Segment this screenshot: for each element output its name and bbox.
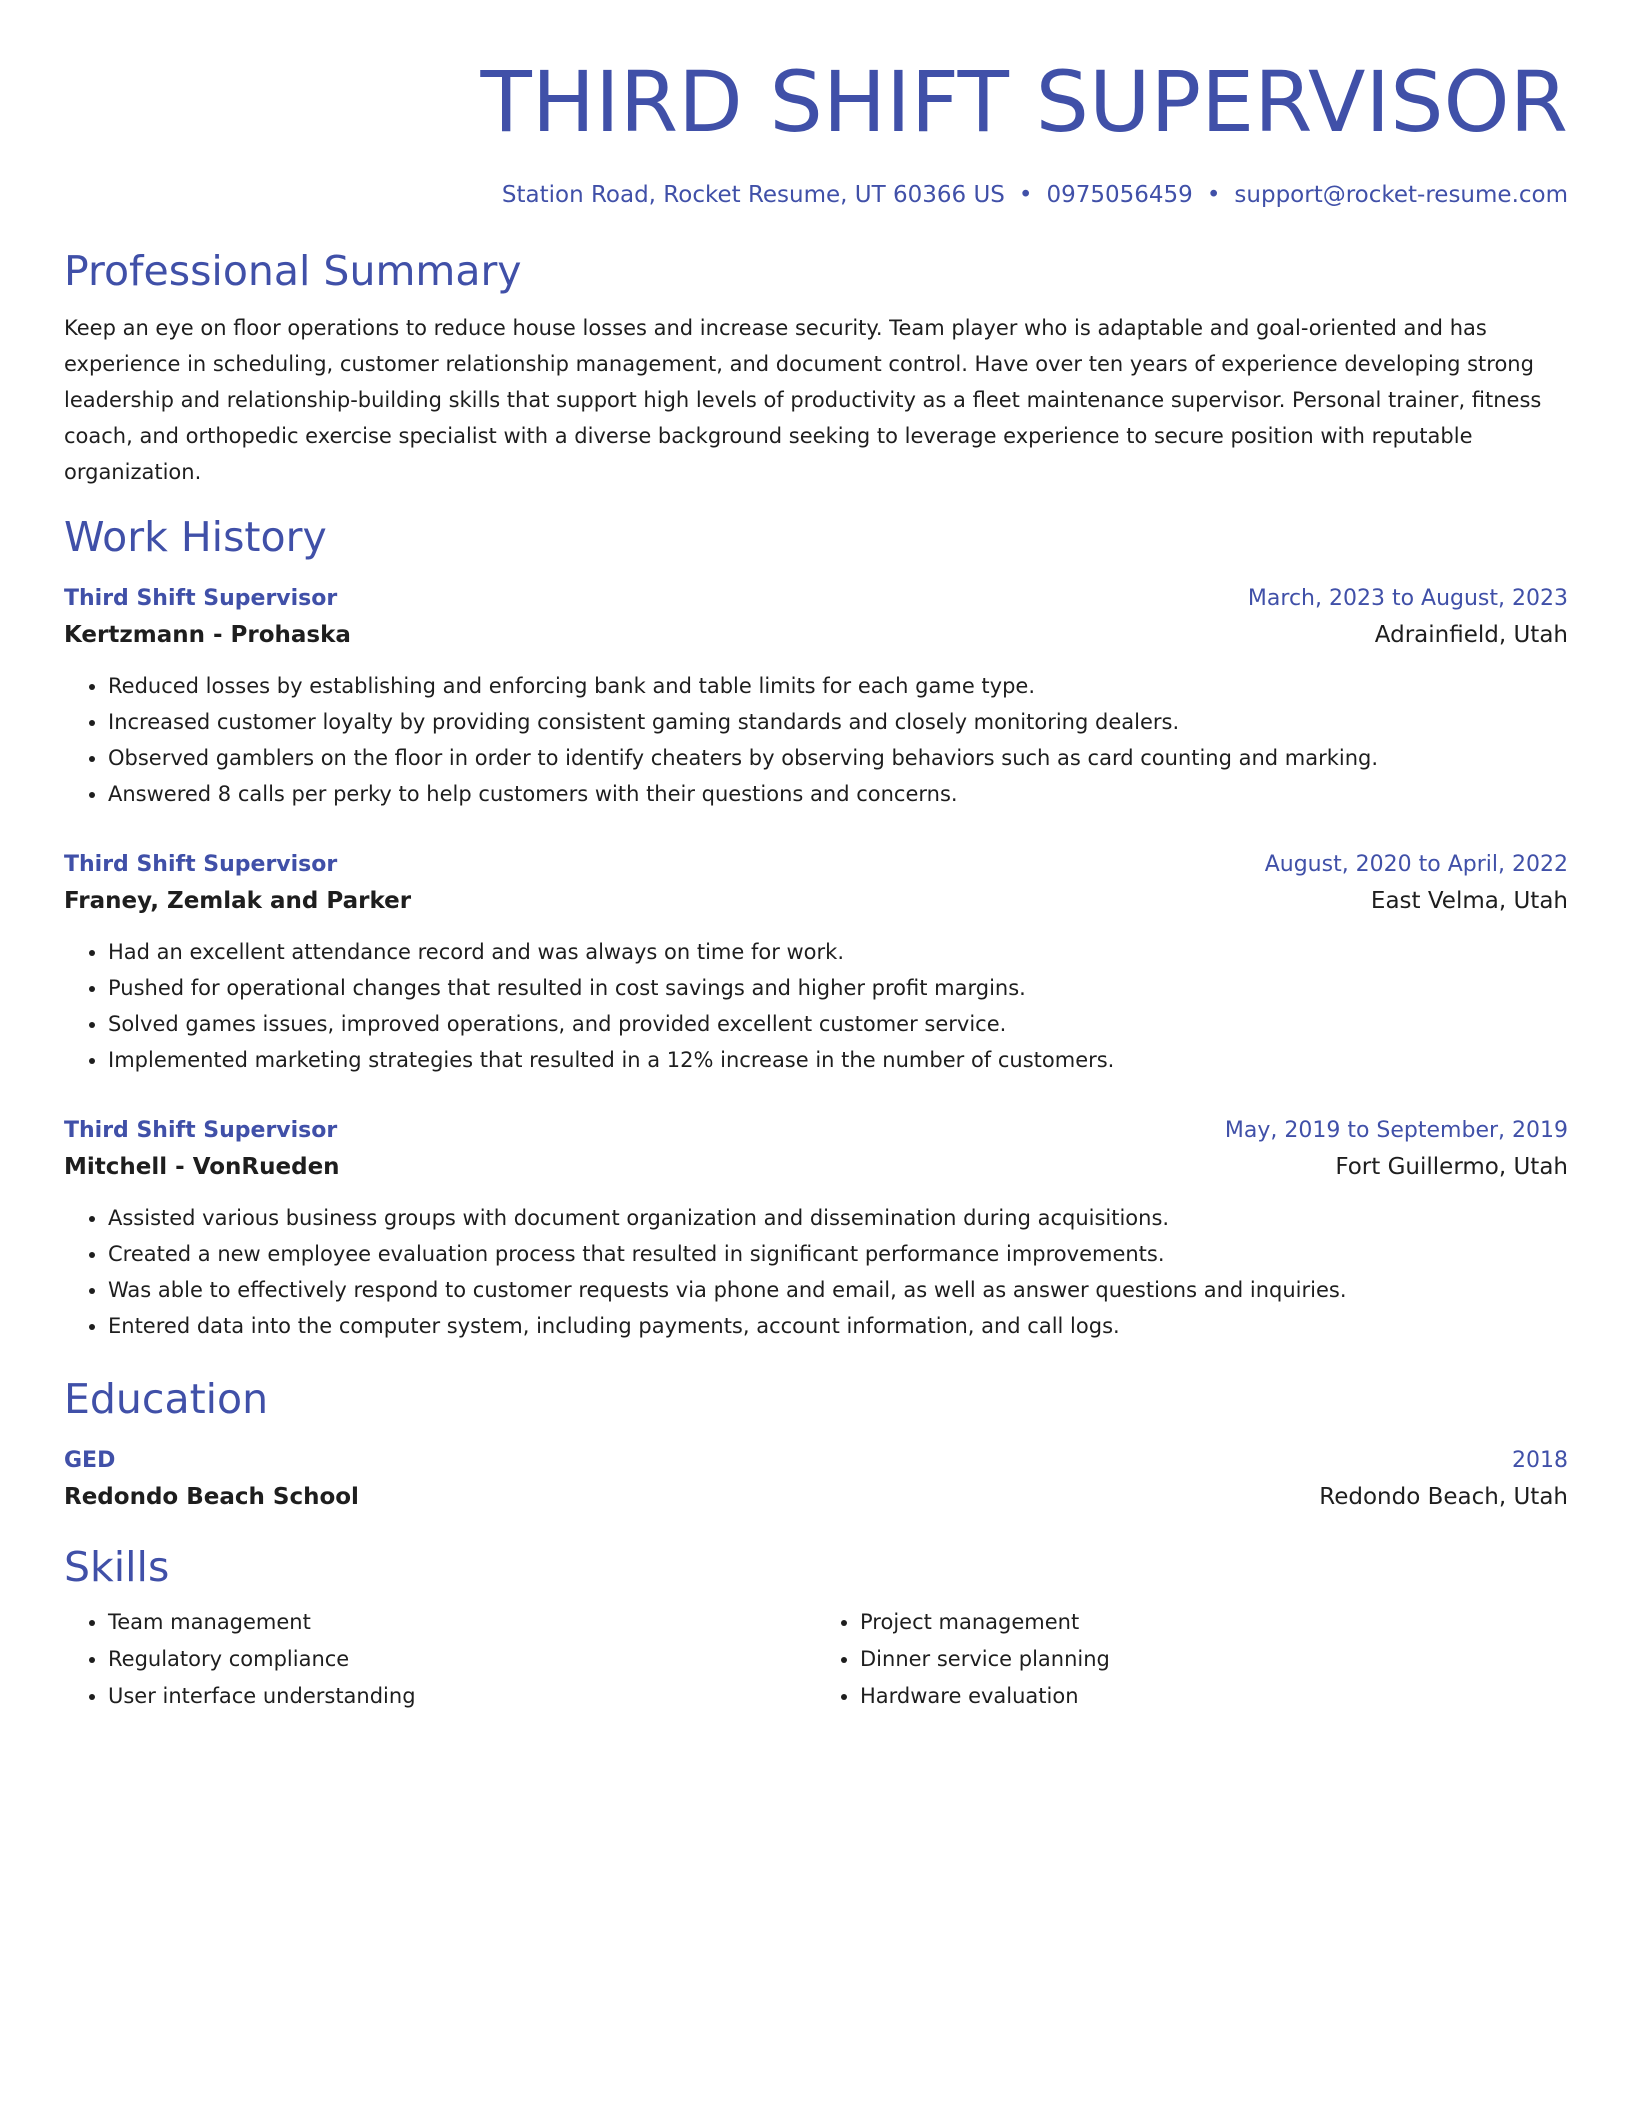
- contact-line: [64, 180, 1568, 210]
- job-bullet: • Pushed for operational changes that resulted in cost savings and higher profit margins.: [108, 970, 1568, 1006]
- job-location: Adrainfield, Utah: [1374, 622, 1568, 648]
- job-dates: March, 2023 to August, 2023: [1247, 586, 1568, 611]
- skill-item: • Regulatory compliance: [108, 1641, 816, 1678]
- job-bullet: • Observed gamblers on the floor in order to identify cheaters by observing behaviors such as card counting and marking.: [108, 740, 1568, 776]
- education-heading: Education: [64, 1375, 269, 1423]
- contact-separator: •: [1206, 182, 1221, 208]
- contact-phone: 0975056459: [1046, 182, 1193, 208]
- skills-column-right: [816, 1604, 1568, 1715]
- education-degree: GED: [64, 1448, 116, 1473]
- job-entry: [64, 848, 1568, 1078]
- job-bullet: • Reduced losses by establishing and enforcing bank and table limits for each game type.: [108, 668, 1568, 704]
- job-location: Fort Guillermo, Utah: [1335, 1154, 1568, 1180]
- job-bullet: • Solved games issues, improved operations, and provided excellent customer service.: [108, 1006, 1568, 1042]
- job-bullet: • Assisted various business groups with document organization and dissemination during acquisitions.: [108, 1200, 1568, 1236]
- job-dates: August, 2020 to April, 2022: [1264, 852, 1568, 877]
- job-bullet: • Entered data into the computer system, including payments, account information, and call logs.: [108, 1308, 1568, 1344]
- skills-heading: Skills: [64, 1543, 170, 1591]
- skill-item: • Project management: [860, 1604, 1568, 1641]
- job-bullet: • Was able to effectively respond to customer requests via phone and email, as well as answer questions and inquiries.: [108, 1272, 1568, 1308]
- contact-address: Station Road, Rocket Resume, UT 60366 US: [501, 182, 1005, 208]
- job-bullets: [64, 1200, 1568, 1344]
- education-year: 2018: [1512, 1448, 1568, 1473]
- job-bullet: • Increased customer loyalty by providing consistent gaming standards and closely monitoring dealers.: [108, 704, 1568, 740]
- job-entry: [64, 1114, 1568, 1344]
- contact-separator: •: [1018, 182, 1033, 208]
- resume-header: [64, 52, 1568, 210]
- job-dates: May, 2019 to September, 2019: [1224, 1118, 1568, 1143]
- job-bullet: • Created a new employee evaluation process that resulted in significant performance improvements.: [108, 1236, 1568, 1272]
- skill-item: • Dinner service planning: [860, 1641, 1568, 1678]
- contact-email: support@rocket-resume.com: [1234, 182, 1568, 208]
- job-bullet: • Answered 8 calls per perky to help customers with their questions and concerns.: [108, 776, 1568, 812]
- job-bullets: [64, 934, 1568, 1078]
- skill-item: • User interface understanding: [108, 1678, 816, 1715]
- job-title: Third Shift Supervisor: [64, 586, 338, 611]
- job-title: Third Shift Supervisor: [64, 1118, 338, 1143]
- job-title: Third Shift Supervisor: [64, 852, 338, 877]
- summary-text: Keep an eye on floor operations to reduce house losses and increase security. Team player who is adaptable and goal-oriented and has experience in scheduling, customer relationship management, and document control. Have over ten years of experience developing strong leadership and relationship-building skills that support high levels of productivity as a fleet maintenance supervisor. Personal trainer, fitness coach, and orthopedic exercise specialist with a diverse background seeking to leverage experience to secure position with reputable organization.: [64, 316, 1542, 484]
- job-location: East Velma, Utah: [1370, 888, 1568, 914]
- job-bullet: • Implemented marketing strategies that resulted in a 12% increase in the number of customers.: [108, 1042, 1568, 1078]
- skills-list: [64, 1604, 1568, 1715]
- job-company: Franey, Zemlak and Parker: [64, 888, 412, 914]
- education-school: Redondo Beach School: [64, 1484, 359, 1510]
- work-history-heading: Work History: [64, 513, 327, 561]
- candidate-name: THIRD SHIFT SUPERVISOR: [480, 53, 1568, 151]
- job-company: Mitchell - VonRueden: [64, 1154, 340, 1180]
- job-entry: [64, 582, 1568, 812]
- job-bullets: [64, 668, 1568, 812]
- education-location: Redondo Beach, Utah: [1319, 1484, 1568, 1510]
- skill-item: • Team management: [108, 1604, 816, 1641]
- job-company: Kertzmann - Prohaska: [64, 622, 351, 648]
- summary-heading: Professional Summary: [64, 247, 522, 295]
- job-bullet: • Had an excellent attendance record and was always on time for work.: [108, 934, 1568, 970]
- skills-column-left: [64, 1604, 816, 1715]
- skill-item: • Hardware evaluation: [860, 1678, 1568, 1715]
- education-entry: [64, 1444, 1568, 1516]
